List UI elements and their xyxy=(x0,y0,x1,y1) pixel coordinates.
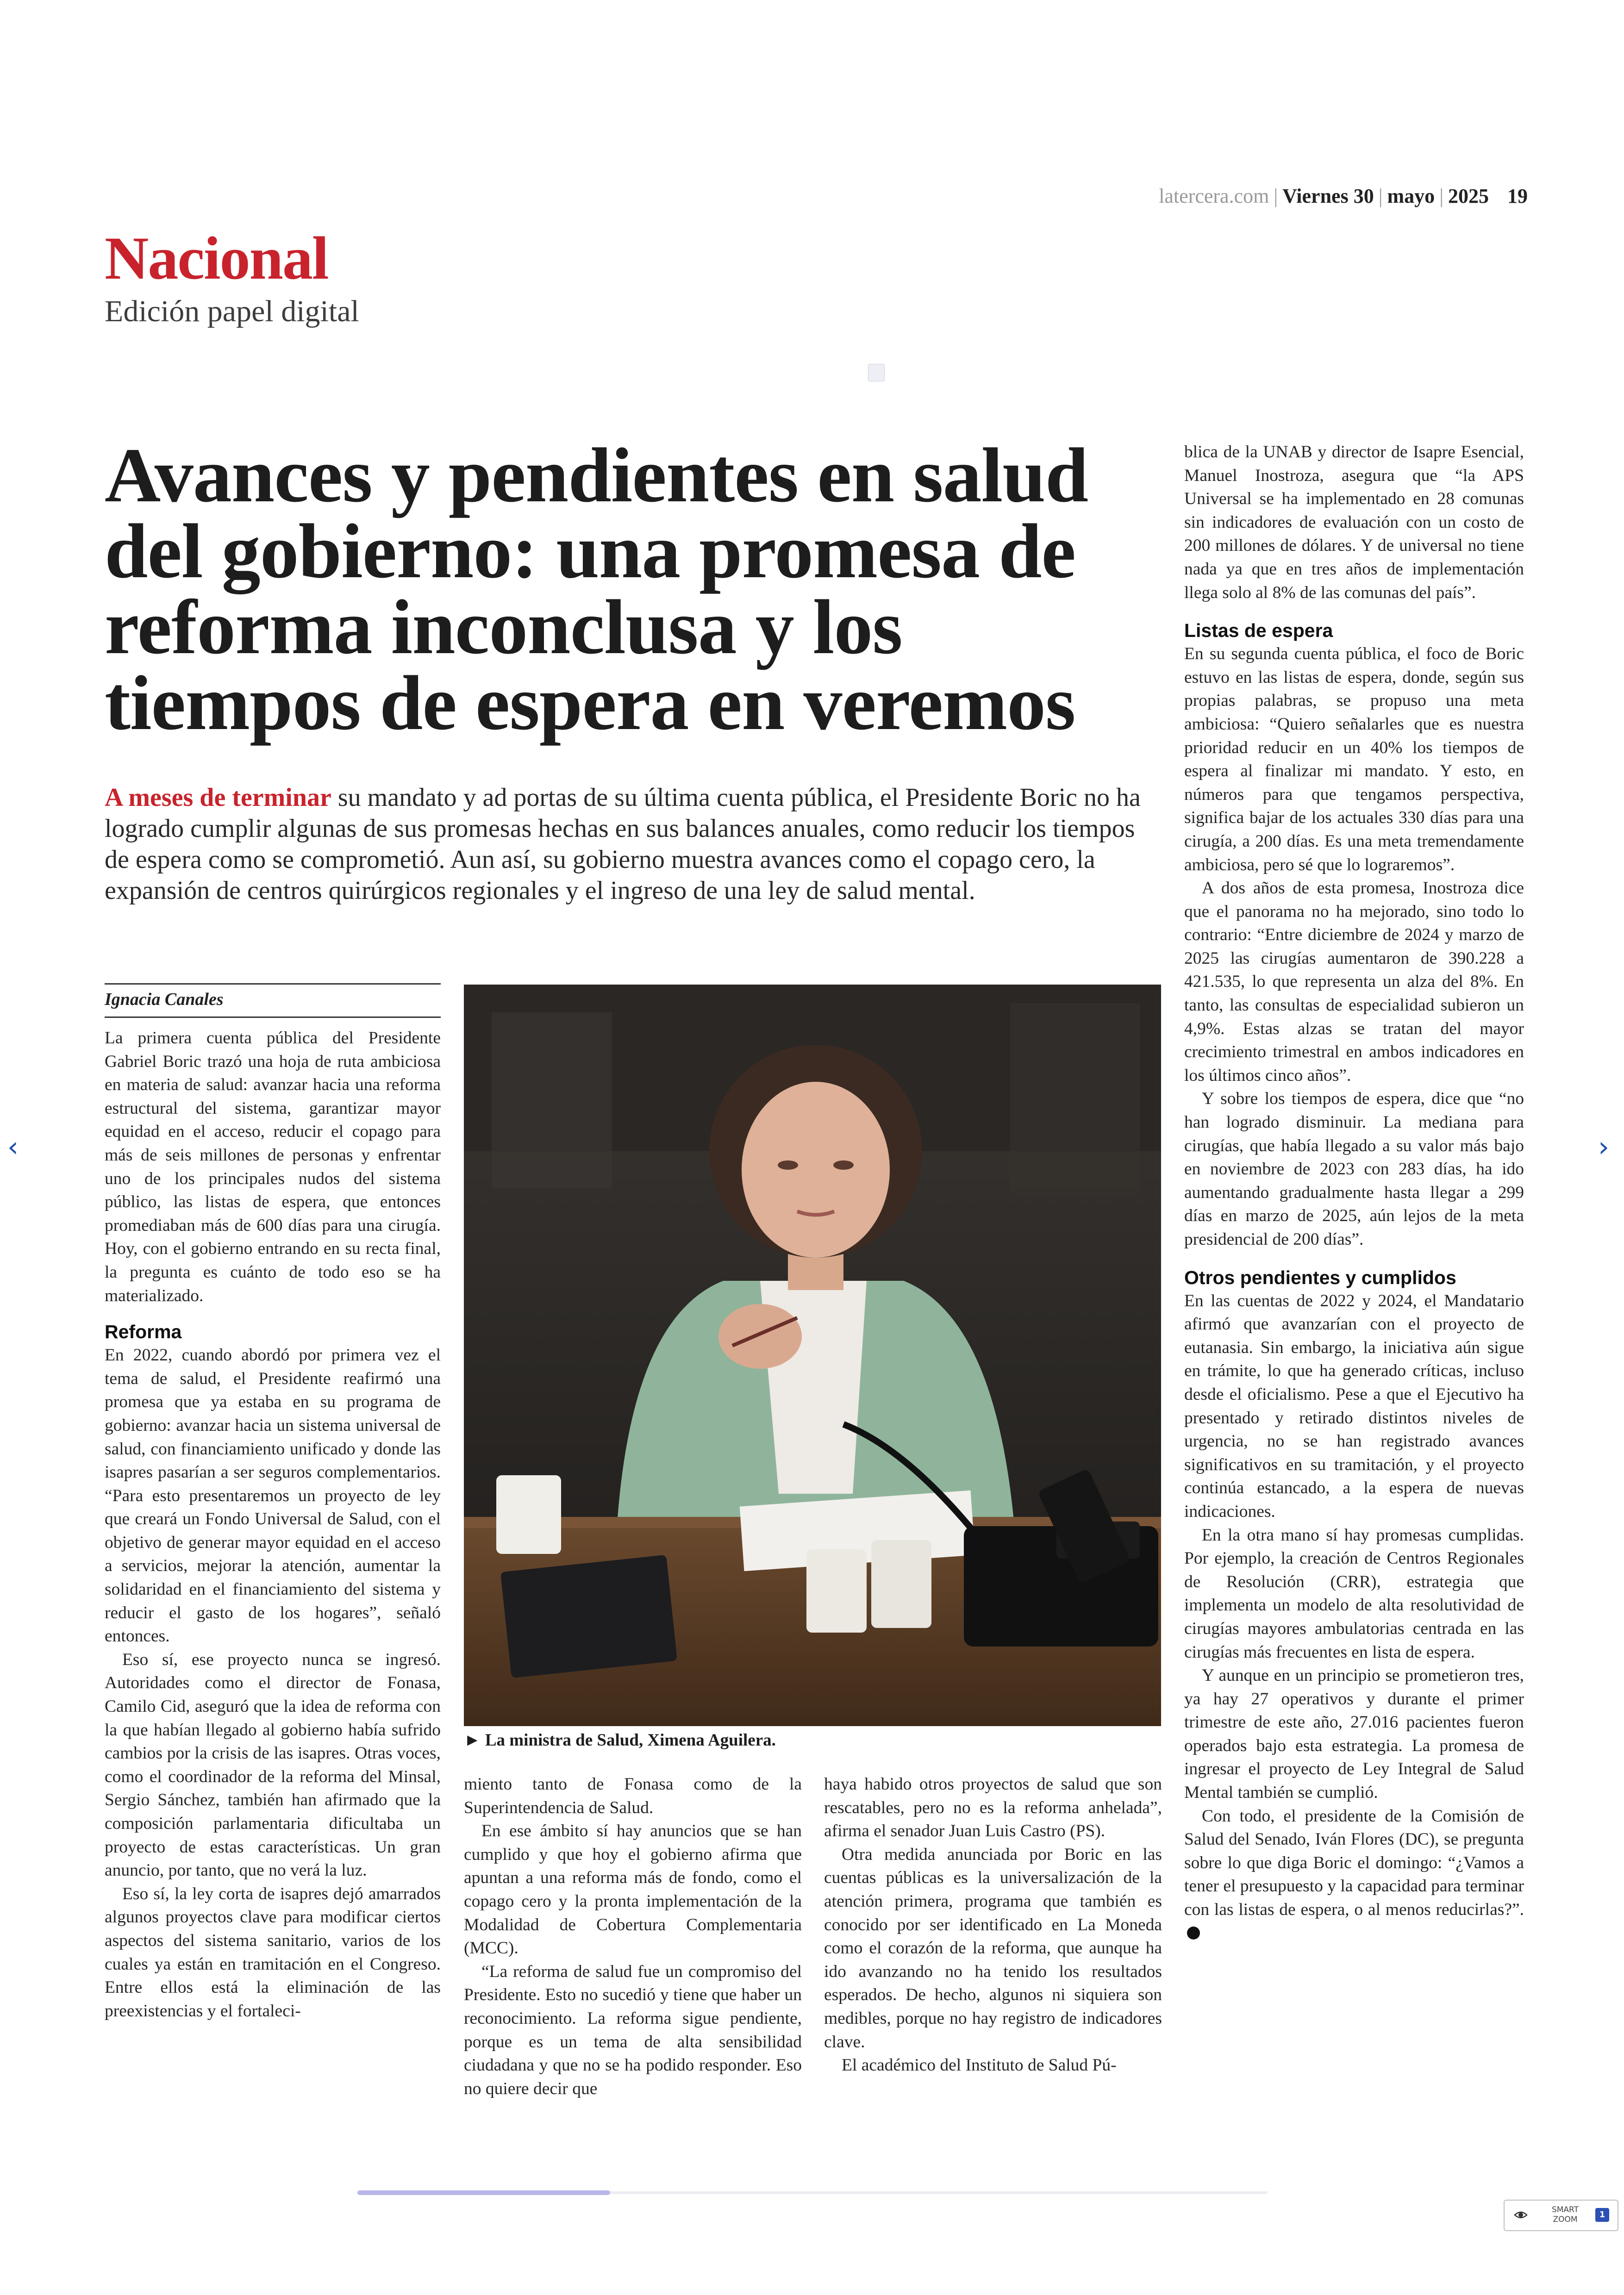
article-column-4 xyxy=(1184,441,1524,1945)
article-lead xyxy=(105,782,1142,906)
paragraph: En ese ámbito sí hay anuncios que se han cumplido y que hoy el gobierno afirma que apuntan a una reforma más de fondo, como el copago cero y la pronta implementación de la Modalidad de Cobertura Complementaria (MCC). xyxy=(464,1821,802,1958)
byline: Ignacia Canales xyxy=(105,990,224,1009)
lead-kicker: A meses de terminar xyxy=(105,783,331,812)
article-column-1 xyxy=(105,1027,441,2023)
end-mark-icon xyxy=(1187,1927,1200,1940)
smart-zoom-button[interactable] xyxy=(1504,2200,1618,2231)
section-title: Nacional xyxy=(105,224,328,292)
article-column-3 xyxy=(824,1773,1162,2077)
paragraph: “La reforma de salud fue un compromiso del Presidente. Esto no sucedió y tiene que haber un reconocimiento. La reforma sigue pendiente, porque es un tema de alta sensibilidad ciudadana y que no se ha podido responder. Eso no quiere decir que xyxy=(464,1962,802,2098)
paragraph: A dos años de esta promesa, Inostroza dice que el panorama no ha mejorado, sino todo lo contrario: “Entre diciembre de 2024 y marzo de 2025 las cirugías aumentaron de 390.228 a 421.535, lo que representa un alza del 8%. En tanto, las consultas de especialidad subieron un 4,9%. Estas alzas se tratan del mayor crecimiento trimestral en ambos indicadores en los últimos cinco años”. xyxy=(1184,879,1524,1085)
subhead-otros-pendientes: Otros pendientes y cumplidos xyxy=(1184,1266,1456,1288)
eye-icon xyxy=(1514,2208,1528,2222)
paragraph: Otra medida anunciada por Boric en las cuentas públicas es la universalización de la atención primera, programa que también es conocido por ser identificado en La Moneda como el corazón de la reforma, que aunque ha ido avanzando no ha tenido los resultados esperados. De hecho, algunos ni siquiera son medibles, porque no hay registro de indicadores clave. xyxy=(824,1845,1162,2052)
paragraph: El académico del Instituto de Salud Pú- xyxy=(842,2056,1117,2075)
byline-rule-bottom xyxy=(105,1017,441,1018)
issue-month: mayo xyxy=(1387,185,1435,207)
paragraph: Y sobre los tiempos de espera, dice que “no han logrado disminuir. La mediana para cirugías, que había llegado a su valor más bajo en noviembre de 2023 con 283 días, ha ido aumentando gradualmente hasta llegar a 299 días en marzo de 2025, aún lejos de la meta presidencial de 200 días”. xyxy=(1184,1089,1524,1249)
page-scroll-thumb[interactable] xyxy=(357,2190,610,2195)
paragraph: blica de la UNAB y director de Isapre Esencial, Manuel Inostroza, asegura que “la APS Universal se ha implementado en 28 comunas sin indicadores de evaluación con un costo de 200 millones de dólares. Y de universal no tiene nada ya que en tres años de implementación llega solo al 8% de las comunas del país”. xyxy=(1184,443,1524,602)
smart-zoom-label-line1: SMART xyxy=(1551,2205,1579,2214)
paragraph: miento tanto de Fonasa como de la Superintendencia de Salud. xyxy=(464,1775,802,1817)
smart-zoom-label xyxy=(1544,2205,1586,2225)
paragraph: En la otra mano sí hay promesas cumplidas. Por ejemplo, la creación de Centros Regionales de Resolución (CRR), estrategia que implementa un modelo de alta resolutividad de cirugías mayores ambulatorias centrada en las cirugías más frecuentes en lista de espera. xyxy=(1184,1525,1524,1662)
lead-text: su mandato y ad portas de su última cuenta pública, el Presidente Boric no ha logrado cumplir algunas de sus promesas hechas en sus balances anuales, como reducir los tiempos de espera como se comprometió. Aun así, su gobierno muestra avances como el copago cero, la expansión de centros quirúrgicos regionales y el ingreso de una ley de salud mental. xyxy=(105,783,1141,905)
paragraph: Y aunque en un principio se prometieron tres, ya hay 27 operativos y durante el primer trimestre de este año, 27.016 pacientes fueron operados bajo esta estrategia. La promesa de ingresar el proyecto de Ley Integral de Salud Mental también se cumplió. xyxy=(1184,1666,1524,1802)
page-number: 19 xyxy=(1507,185,1528,207)
issue-day: Viernes 30 xyxy=(1282,185,1374,207)
page-marker-icon xyxy=(868,364,885,381)
paragraph: La primera cuenta pública del Presidente Gabriel Boric trazó una hoja de ruta ambiciosa en materia de salud: avanzar hacia una reforma estructural del sistema, garantizar mayor equidad en el acceso, reducir el copago para más de seis millones de personas y enfrentar uno de los principales nudos del sistema público, las listas de espera, que entonces promediaban más de 600 días para una cirugía. Hoy, con el gobierno entrando en su recta final, la pregunta es cuánto de todo eso se ha materializado. xyxy=(105,1029,441,1305)
paragraph: Eso sí, la ley corta de isapres dejó amarrados algunos proyectos clave para modificar ciertos aspectos del sistema sanitario, varios de los cuales ya están en tramitación en el Congreso. Entre ellos está la eliminación de las preexistencias y el fortaleci- xyxy=(105,1884,441,2021)
paragraph: En su segunda cuenta pública, el foco de Boric estuvo en las listas de espera, donde, según sus propias palabras, se propuso una meta ambiciosa: “Quiero señalarles que es nuestra prioridad reducir en un 40% los tiempos de espera al finalizar mi mandato. Y esto, en números para que tengamos perspectiva, significa bajar de los actuales 330 días para una cirugía, a 200 días. Es una meta tremendamente ambiciosa, pero sé que lo lograremos”. xyxy=(1184,644,1524,874)
article-headline: Avances y pendientes en salud del gobierno: una promesa de reforma inconclusa y los tiempos de espera en veremos xyxy=(105,432,1088,746)
article-photo xyxy=(464,985,1161,1726)
paragraph: haya habido otros proyectos de salud que son rescatables, pero no es la reforma anhelada”, afirma el senador Juan Luis Castro (PS). xyxy=(824,1775,1162,1841)
subhead-listas-de-espera: Listas de espera xyxy=(1184,620,1333,642)
site-name: latercera.com xyxy=(1159,185,1269,207)
prev-page-button[interactable]: ‹ xyxy=(7,1131,19,1163)
smart-zoom-label-line2: ZOOM xyxy=(1553,2215,1578,2224)
smart-zoom-badge: 1 xyxy=(1595,2208,1609,2222)
paragraph-final xyxy=(1184,1805,1524,1946)
edition-label: Edición papel digital xyxy=(105,294,359,328)
paragraph-final-text: Con todo, el presidente de la Comisión de Salud del Senado, Iván Flores (DC), se pregunta sobre lo que diga Boric el domingo: “¿Vamos a tener el presupuesto y la capacidad para terminar con las listas de espera, o al menos reducirlas?”. xyxy=(1184,1806,1524,1920)
minister-photo-illustration xyxy=(464,985,1161,1726)
page-folio: latercera.com | Viernes 30 | mayo | 2025 19 xyxy=(1159,185,1528,207)
photo-caption: ► La ministra de Salud, Ximena Aguilera. xyxy=(464,1731,776,1750)
byline-rule-top xyxy=(105,983,441,985)
paragraph: En 2022, cuando abordó por primera vez el tema de salud, el Presidente reafirmó una promesa que ya estaba en su programa de gobierno: avanzar hacia un sistema universal de salud, con financiamiento unificado y donde las isapres pasarían a ser seguros complementarios. “Para esto presentaremos un proyecto de ley que creará un Fondo Universal de Salud, con el objetivo de generar mayor equidad en el acceso a servicios, mejorar la atención, aumentar la solidaridad en el financiamiento del sistema y reducir el gasto de los hogares”, señaló entonces. xyxy=(105,1346,441,1646)
paragraph: Eso sí, ese proyecto nunca se ingresó. Autoridades como el director de Fonasa, Camilo Cid, aseguró que la idea de reforma con la que habían llegado al gobierno había sufrido cambios por la crisis de las isapres. Otras voces, como el coordinador de la reforma del Minsal, Sergio Sánchez, también han afirmado que la composición parlamentaria dificultaba un proyecto de estas características. Un gran anuncio, por tanto, que no verá la luz. xyxy=(105,1650,441,1880)
issue-year: 2025 xyxy=(1448,185,1489,207)
subhead-reforma: Reforma xyxy=(105,1321,182,1343)
paragraph: En las cuentas de 2022 y 2024, el Mandatario afirmó que avanzarían con el proyecto de eutanasia. Sin embargo, la iniciativa aún sigue en trámite, lo que ha generado críticas, incluso desde el oficialismo. Pese a que el Ejecutivo ha presentado y retirado distintos niveles de urgencia, no se han registrado avances significativos en su tramitación, y el proyecto continúa estancado, a la espera de nuevas indicaciones. xyxy=(1184,1291,1524,1521)
next-page-button[interactable]: › xyxy=(1598,1131,1609,1163)
article-column-2 xyxy=(464,1773,802,2101)
